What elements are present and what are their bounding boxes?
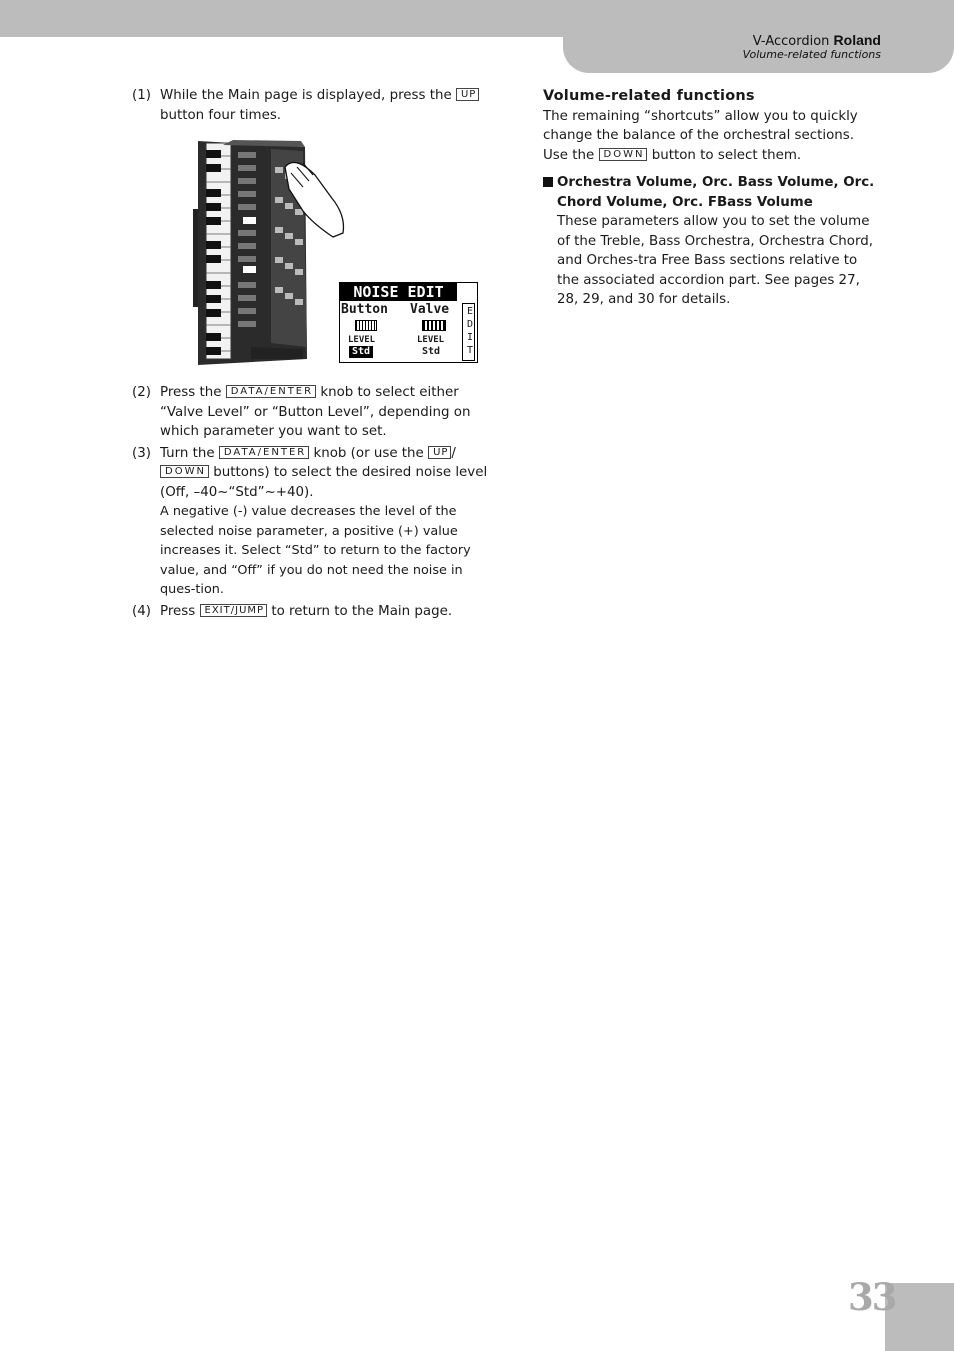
keyboard-icon <box>422 320 446 331</box>
left-column-lower <box>132 383 488 621</box>
up-button-label: UP <box>456 88 479 101</box>
left-column-top <box>132 86 484 125</box>
subsection-body: These parameters allow you to set the volume of the Treble, Bass Orchestra, Orchestra Chord, and Orches-tra Free Bass sections relative to the associated accordion part. See pages 27, 28, 29, and 30 for details. <box>557 214 874 307</box>
right-column <box>543 87 881 310</box>
lcd-title: NOISE EDIT <box>340 283 457 301</box>
step-3: (3) Turn the DATA/ENTER knob (or use the UP /DOWN buttons) to select the desired noise level (Off, –40~“Std”~+40). A negative (-) value decreases the level of the selected noise parameter, a positive (+) value increases it. Select “Std” to return to the factory value, and “Off” if you do not need the noise in ques-tion. <box>132 444 488 600</box>
step-4: (4) Press EXIT/JUMP to return to the Main page. <box>132 603 453 619</box>
subsection-title: Orchestra Volume, Orc. Bass Volume, Orc. Chord Volume, Orc. FBass Volume <box>543 173 881 212</box>
step-3-note: A negative (-) value decreases the level of the selected noise parameter, a positive (+) value increases it. Select “Std” to return to the factory value, and “Off” if you do not need the noise in ques-tion. <box>160 504 471 597</box>
down-button-label: DOWN <box>160 465 209 478</box>
exit-jump-button-label: EXIT/JUMP <box>200 604 268 617</box>
header-section: Volume-related functions <box>742 48 881 61</box>
up-button-label: UP <box>428 446 451 459</box>
lcd-display <box>339 282 478 363</box>
down-button-label: DOWN <box>599 148 648 161</box>
step-number: (1) <box>132 88 151 103</box>
lcd-col-valve: Valve <box>410 302 450 317</box>
step-1: (1) While the Main page is displayed, press the UP button four times. <box>132 86 484 125</box>
square-bullet-icon <box>543 177 553 187</box>
lcd-col-button: Button <box>341 302 388 317</box>
data-enter-knob-label: DATA/ENTER <box>226 385 316 398</box>
step-2: (2) Press the DATA/ENTER knob to select either “Valve Level” or “Button Level”, depending on which parameter you want to set. <box>132 385 471 439</box>
lcd-level-label-2: LEVEL <box>417 335 445 345</box>
lcd-side-text: EDIT <box>467 306 474 356</box>
page-number: 33 <box>848 1275 896 1319</box>
intro-paragraph: The remaining “shortcuts” allow you to quickly change the balance of the orchestral sections. Use the DOWN button to select them. <box>543 108 858 163</box>
data-enter-knob-label: DATA/ENTER <box>219 446 309 459</box>
section-title: Volume-related functions <box>543 88 755 104</box>
lcd-value-button: Std <box>349 346 373 358</box>
header-product: V-Accordion Roland <box>752 32 881 49</box>
button-icon <box>355 320 377 331</box>
lcd-value-valve: Std <box>422 346 441 357</box>
lcd-level-label-1: LEVEL <box>348 335 376 345</box>
